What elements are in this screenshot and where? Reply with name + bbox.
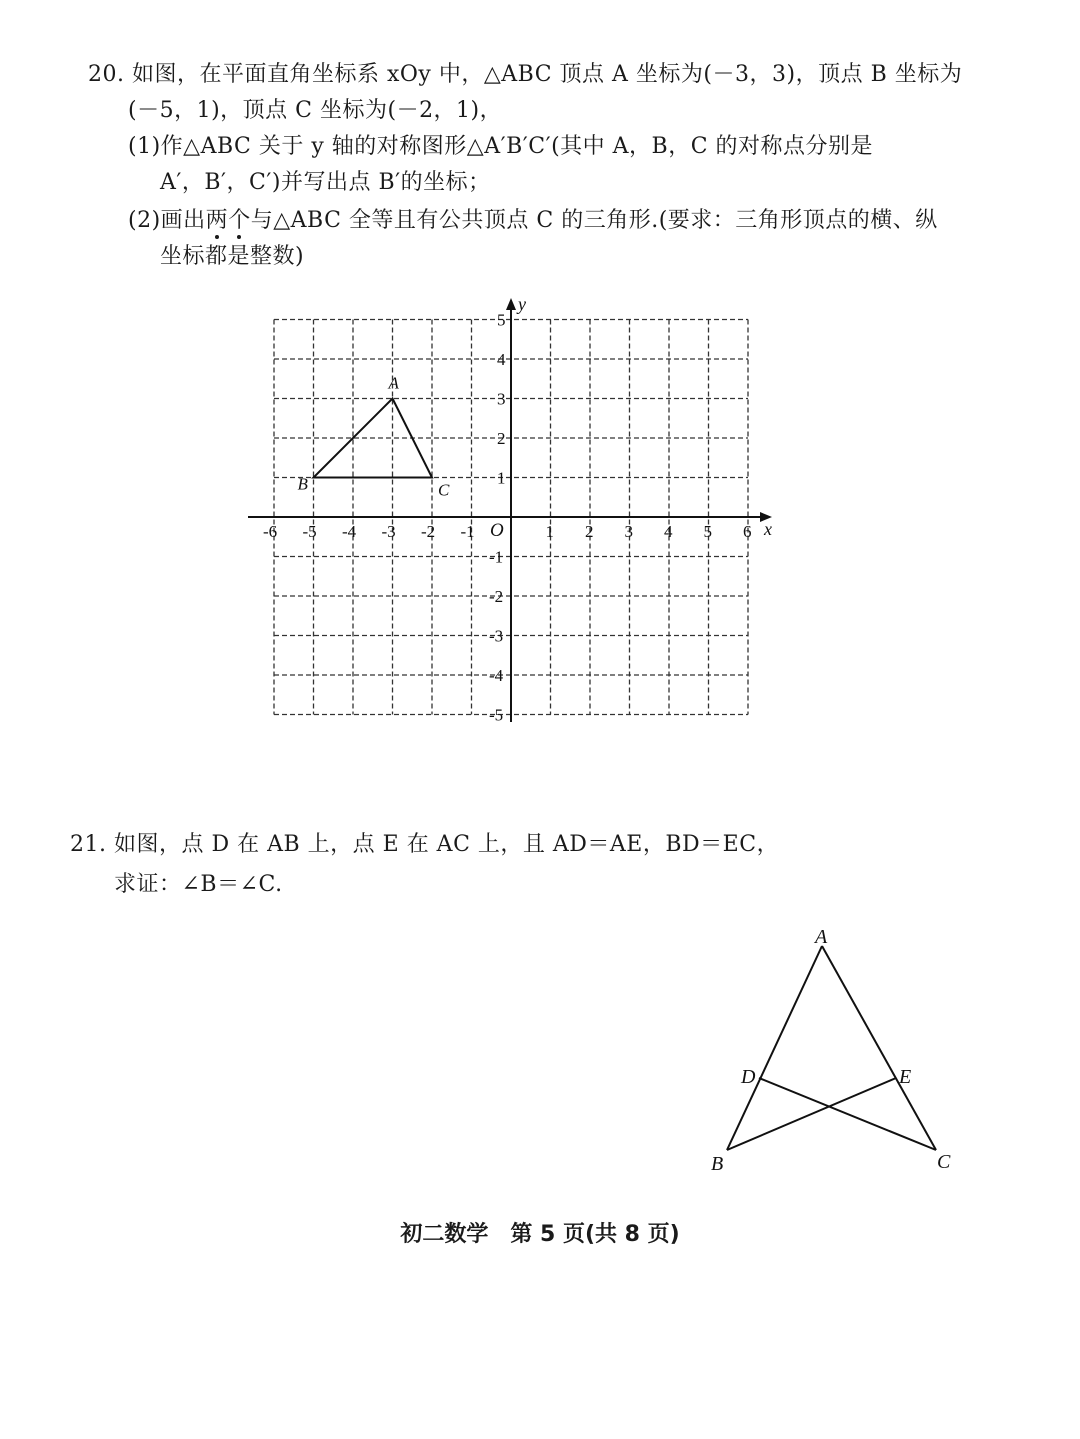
q20-part2-prefix: (2)画出: [128, 208, 206, 233]
point-label-a: A: [815, 926, 828, 948]
x-tick-label: -2: [421, 522, 436, 541]
x-tick-label: -3: [381, 522, 396, 541]
x-tick-label: 3: [624, 522, 633, 541]
q20-emphasis-char-2: 个: [228, 208, 251, 233]
y-axis-label: y: [518, 294, 526, 314]
segment-be: [727, 1078, 896, 1150]
q21-line1: 21. 如图，点 D 在 AB 上，点 E 在 AC 上，且 AD＝AE，BD＝EC，: [70, 832, 780, 857]
q20-part2-line2: 坐标都是整数): [160, 244, 305, 269]
q20-line1: 20. 如图，在平面直角坐标系 xOy 中，△ABC 顶点 A 坐标为(－3，3)，顶点 B 坐标为: [88, 62, 963, 87]
axes: [248, 294, 772, 722]
x-tick-labels: [263, 522, 752, 541]
y-tick-label: 4: [497, 350, 506, 369]
y-tick-label: -4: [489, 666, 504, 685]
segment-ac: [822, 946, 936, 1150]
vertex-label-b: B: [297, 474, 308, 494]
x-tick-label: 2: [585, 522, 594, 541]
point-label-e: E: [899, 1066, 912, 1088]
segment-ab: [727, 946, 822, 1150]
point-label-c: C: [937, 1151, 951, 1173]
q20-part1-line1: (1)作△ABC 关于 y 轴的对称图形△A′B′C′(其中 A，B，C 的对称点分别是: [128, 134, 874, 159]
point-label-d: D: [741, 1066, 756, 1088]
x-tick-label: -5: [302, 522, 317, 541]
q21-triangle-figure: [727, 946, 936, 1150]
triangle-abc: [298, 374, 451, 500]
y-tick-label: -2: [489, 587, 504, 606]
x-tick-label: -1: [460, 522, 475, 541]
x-tick-label: 1: [545, 522, 554, 541]
y-tick-label: 2: [497, 429, 506, 448]
q20-part2-rest: 与△ABC 全等且有公共顶点 C 的三角形.(要求：三角形顶点的横、纵: [250, 208, 938, 233]
y-axis-arrow: [506, 298, 516, 310]
y-tick-label: 1: [497, 468, 506, 488]
y-tick-label: -5: [489, 705, 504, 725]
origin-label: O: [490, 520, 504, 541]
q21-line2: 求证：∠B＝∠C.: [114, 872, 283, 897]
x-tick-label: 4: [664, 522, 673, 541]
y-tick-label: 3: [497, 389, 506, 409]
q20-line2: (－5，1)，顶点 C 坐标为(－2，1)，: [128, 98, 503, 123]
segment-dc: [759, 1078, 936, 1150]
point-label-b: B: [711, 1153, 724, 1175]
y-tick-label: 5: [497, 310, 506, 330]
page-footer: 初二数学 第 5 页(共 8 页): [400, 1222, 680, 1247]
x-tick-label: -4: [342, 522, 357, 541]
vertex-label-a: A: [388, 373, 399, 393]
y-tick-label: -3: [489, 626, 504, 646]
x-tick-label: 5: [703, 522, 712, 541]
q20-part1-line2: A′，B′，C′)并写出点 B′的坐标；: [160, 170, 491, 195]
y-tick-label: -1: [489, 547, 504, 567]
x-tick-label: 6: [743, 522, 752, 541]
x-axis-label: x: [764, 519, 772, 539]
x-tick-label: -6: [263, 522, 278, 541]
vertex-label-c: C: [438, 480, 450, 500]
q20-emphasis-char-1: 两: [205, 208, 229, 233]
